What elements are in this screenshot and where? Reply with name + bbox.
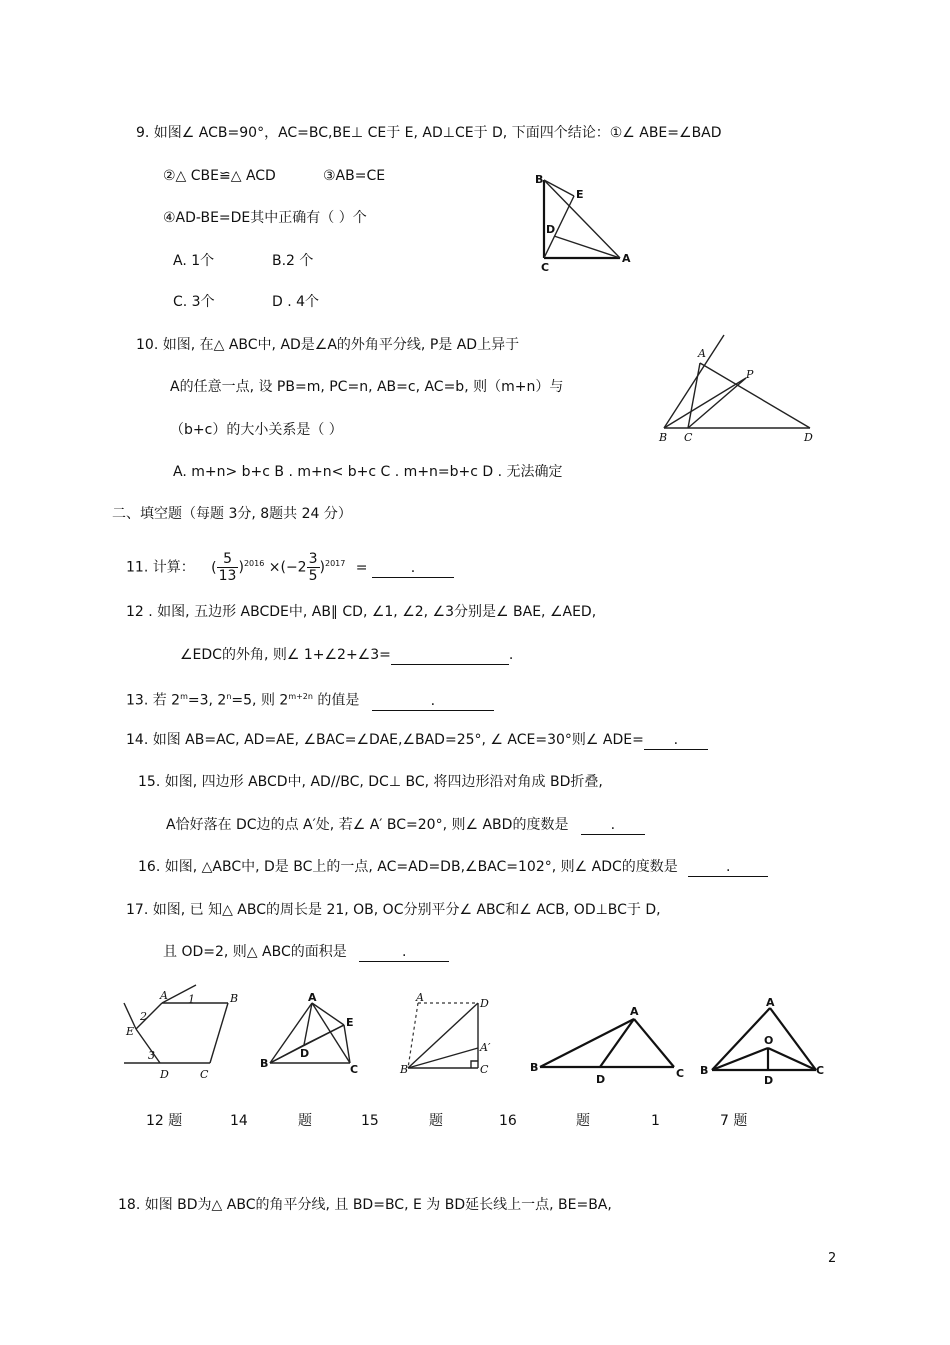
caption-14: 14 — [230, 1113, 248, 1129]
caption-15-ti: 题 — [429, 1113, 443, 1129]
q10-line2: A的任意一点, 设 PB=m, PC=n, AB=c, AC=b, 则（m+n）与 — [170, 379, 564, 395]
q11-label: 11. 计算： — [126, 559, 195, 576]
q11-answer-blank[interactable]: . — [372, 559, 454, 578]
q9-option-4: ④AD-BE=DE其中正确有（ ）个 — [163, 210, 367, 226]
caption-16-ti: 题 — [576, 1113, 590, 1129]
fig12-label-3: 3 — [148, 1049, 155, 1062]
q12-line2: ∠EDC的外角, 则∠ 1+∠2+∠3= . — [180, 647, 514, 663]
q9-choice-d: D . 4个 — [272, 294, 320, 310]
fig16-triangle — [528, 1005, 688, 1086]
caption-14-ti: 题 — [298, 1113, 312, 1129]
fig12-label-1: 1 — [188, 993, 195, 1006]
fig17-label-a: A — [766, 996, 775, 1009]
fig12-label-2: 2 — [140, 1010, 147, 1023]
q9-fig-label-b: B — [535, 173, 544, 186]
q12-answer-blank[interactable] — [391, 646, 509, 665]
q9-fig-label-c: C — [541, 261, 550, 274]
fig16-label-a: A — [630, 1005, 639, 1018]
fig14-triangles — [258, 993, 368, 1078]
q9-line1: 9. 如图∠ ACB=90°，AC=BC,BE⊥ CE于 E, AD⊥CE于 D, 下面四个结论：①∠ ABE=∠BAD — [136, 125, 722, 141]
fig14-label-e: E — [346, 1016, 354, 1029]
fig14-label-d: D — [300, 1047, 310, 1060]
q10-fig-label-b: B — [659, 431, 668, 444]
caption-16: 16 — [499, 1113, 517, 1129]
q17-line2: 且 OD=2, 则△ ABC的面积是 . — [163, 943, 449, 962]
fig15-label-a: A — [416, 991, 424, 1004]
q9-option-2: ②△ CBE≌△ ACD — [163, 168, 276, 184]
q9-option-3: ③AB=CE — [323, 168, 386, 184]
fig16-label-c: C — [676, 1067, 685, 1080]
q9-figure — [530, 170, 640, 280]
q9-fig-label-e: E — [576, 188, 584, 201]
fig15-label-c: C — [480, 1063, 489, 1076]
q11-exponent-1: 2016 — [243, 559, 265, 568]
q14-answer-blank[interactable]: . — [644, 731, 708, 750]
caption-17-7: 7 题 — [720, 1113, 748, 1129]
q15-line1: 15. 如图, 四边形 ABCD中, AD//BC, DC⊥ BC, 将四边形沿对角成 BD折叠, — [138, 774, 603, 790]
q10-line1: 10. 如图, 在△ ABC中, AD是∠A的外角平分线, P是 AD上异于 — [136, 337, 520, 353]
q15-answer-blank[interactable]: . — [581, 816, 645, 835]
q9-choice-a: A. 1个 — [173, 253, 215, 269]
q13-answer-blank[interactable]: . — [372, 692, 494, 711]
fig15-quadrilateral — [398, 993, 508, 1083]
fig14-label-c: C — [350, 1063, 359, 1076]
fig15-label-a-prime: A′ — [480, 1041, 491, 1054]
fig17-label-c: C — [816, 1064, 825, 1077]
q11-exponent-2: 2017 — [324, 559, 346, 568]
q10-choices: A. m+n> b+c B . m+n< b+c C . m+n=b+c D . 无法确定 — [173, 464, 563, 480]
fig12-label-e: E — [126, 1025, 135, 1038]
q18-text: 18. 如图 BD为△ ABC的角平分线, 且 BD=BC, E 为 BD延长线上一点, BE=BA, — [118, 1197, 612, 1213]
page-number: 2 — [828, 1251, 837, 1266]
caption-15: 15 — [361, 1113, 379, 1129]
fig17-label-b: B — [700, 1064, 709, 1077]
q15-line2: A恰好落在 DC边的点 A′处, 若∠ A′ BC=20°, 则∠ ABD的度数是 . — [166, 816, 645, 835]
q11-times: × — [268, 559, 281, 576]
fig17-label-d: D — [764, 1074, 774, 1087]
q9-fig-label-d: D — [546, 223, 556, 236]
q13-row: 13. 若 $2^m=3$, $2^n=5$, 则 $2^{m+2n}$ 的值是 . — [126, 688, 494, 711]
q10-figure — [654, 330, 824, 450]
q16-row: 16. 如图, △ABC中, D是 BC上的一点, AC=AD=DB,∠BAC=102°, 则∠ ADC的度数是 . — [138, 858, 768, 877]
q9-fig-label-a: A — [622, 252, 631, 265]
fig12-label-d: D — [160, 1068, 169, 1081]
q12-line1: 12 . 如图, 五边形 ABCDE中, AB∥ CD, ∠1, ∠2, ∠3分别是∠ BAE, ∠AED, — [126, 604, 597, 620]
q14-row: 14. 如图 AB=AC, AD=AE, ∠BAC=∠DAE,∠BAD=25°, ∠ ACE=30°则∠ ADE= . — [126, 731, 708, 750]
fig16-label-b: B — [530, 1061, 539, 1074]
q10-fig-label-c: C — [684, 431, 693, 444]
fig12-label-c: C — [200, 1068, 209, 1081]
caption-17-1: 1 — [651, 1113, 660, 1129]
q11-fraction-1: $\frac{5}{13}$ — [218, 551, 237, 585]
q17-answer-blank[interactable]: . — [359, 943, 449, 962]
q11-fraction-2: $\frac{3}{5}$ — [308, 551, 318, 585]
q16-answer-blank[interactable]: . — [688, 858, 768, 877]
section-title: 二、填空题（每题 3分, 8题共 24 分） — [112, 506, 352, 522]
q11-equals: = — [355, 559, 368, 576]
q10-line3: （b+c）的大小关系是（ ） — [170, 422, 343, 438]
fig16-label-d: D — [596, 1073, 606, 1086]
q17-line1: 17. 如图, 已 知△ ABC的周长是 21, OB, OC分别平分∠ ABC和∠ ACB, OD⊥BC于 D, — [126, 902, 661, 918]
caption-12: 12 题 — [146, 1113, 183, 1129]
fig15-label-b: B — [400, 1063, 409, 1076]
q11-mixed-whole: −2 — [285, 559, 307, 576]
q10-fig-label-a: A — [698, 347, 706, 360]
fig15-label-d: D — [480, 997, 489, 1010]
q9-choice-b: B.2 个 — [272, 253, 314, 269]
fig14-label-a: A — [308, 991, 317, 1004]
q10-fig-label-p: P — [746, 368, 754, 381]
fig14-label-b: B — [260, 1057, 269, 1070]
q10-fig-label-d: D — [804, 431, 813, 444]
fig12-pentagon — [118, 985, 243, 1080]
fig17-label-o: O — [764, 1034, 774, 1047]
fig12-label-b: B — [230, 992, 239, 1005]
q9-choice-c: C. 3个 — [173, 294, 215, 310]
fig17-triangle — [696, 998, 831, 1088]
q11-row: 11. 计算： ( $\frac{5}{13}$ )$^{2016}$ ×(−2 $\frac{3}{5}$ )$^{2017}$ = . — [126, 542, 454, 586]
fig12-label-a: A — [160, 989, 168, 1002]
